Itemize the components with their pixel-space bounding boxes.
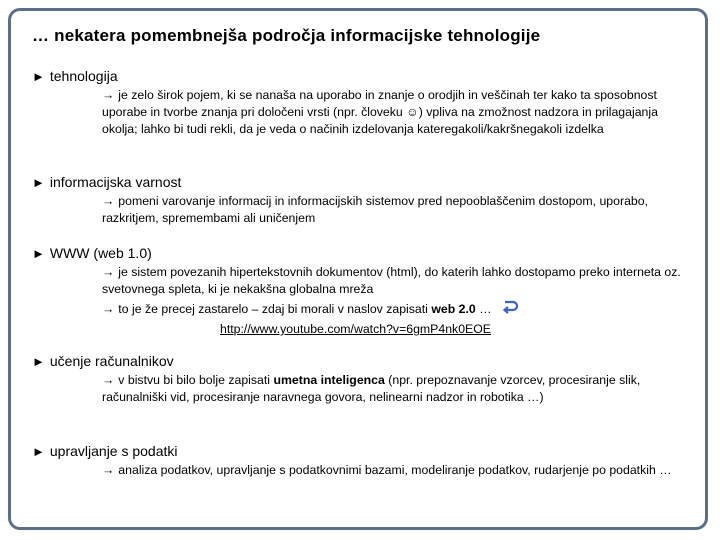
slide-title: … nekatera pomembnejša področja informacijske tehnologije [32, 26, 541, 45]
paragraph-text: pomeni varovanje informacij in informacijskih sistemov pred nepooblaščenim dostopom, uporabo, razkritjem, spremembami ali uničenjem [102, 194, 649, 225]
paragraph-text: v bistvu bi bilo bolje zapisati [118, 373, 271, 387]
bullet-triangle-icon: ► [32, 444, 45, 459]
arrow-right-icon: → [102, 265, 115, 279]
arrow-right-icon: → [102, 373, 115, 387]
section-text-informacijska-varnost [102, 193, 682, 227]
arrow-right-icon: → [102, 88, 115, 102]
paragraph-text: je zelo širok pojem, ki se nanaša na uporabo in znanje o orodjih in veščinah ter kako ta sposobnost uporabe in tvorbe znanja pri določeni vrsti (npr. človeku ☺) vpliva na zmožnost nadzora in prilagajanja okolja; lahko bi tudi rekli, da je veda o načinih izdelovanja kateregakoli/kakršnegakoli izdelka [102, 88, 658, 136]
arrow-right-icon: → [102, 463, 115, 477]
section-text-upravljanje-s-podatki [102, 462, 682, 479]
youtube-link[interactable]: http://www.youtube.com/watch?v=6gmP4nk0EOE [220, 322, 492, 336]
web20-bold-text: web 2.0 [431, 301, 476, 316]
paragraph-text: je sistem povezanih hipertekstovnih dokumentov (html), do katerih lahko dostopamo preko interneta oz. svetovnega spleta, ki je nekakšna globalna mreža [102, 265, 681, 296]
section-heading-ucenje-racunalnikov [32, 353, 174, 369]
section-text-tehnologija [102, 87, 682, 138]
bullet-triangle-icon: ► [32, 175, 45, 190]
paragraph-text: (npr. prepoznavanje vzorcev, procesiranje slik, računalniški vid, procesiranje naravnega govora, nelinearni nadzor in robotika …) [102, 373, 641, 404]
section-heading-www [32, 245, 152, 261]
section-heading-informacijska-varnost [32, 174, 181, 190]
section-text-ucenje-racunalnikov [102, 372, 682, 406]
heading-text: tehnologija [49, 68, 118, 84]
paragraph-text: analiza podatkov, upravljanje s podatkovnimi bazami, modeliranje podatkov, rudarjenje po podatkih … [118, 463, 672, 477]
heading-text: učenje računalnikov [49, 353, 174, 369]
bullet-triangle-icon: ► [32, 246, 45, 261]
section-text-www [102, 264, 682, 338]
arrow-right-icon: → [102, 301, 115, 316]
section-heading-upravljanje-s-podatki [32, 443, 178, 459]
section-heading-tehnologija [32, 68, 118, 84]
ellipsis-text: … [479, 301, 492, 316]
heading-text: informacijska varnost [49, 174, 182, 190]
heading-text: WWW (web 1.0) [49, 245, 152, 261]
arrow-right-icon: → [102, 194, 115, 208]
heading-text: upravljanje s podatki [49, 443, 178, 459]
ai-bold-text: umetna inteligenca [273, 373, 385, 387]
bullet-triangle-icon: ► [32, 69, 45, 84]
paragraph-text: to je že precej zastarelo – zdaj bi morali v naslov zapisati [118, 301, 428, 316]
return-arrow-icon[interactable] [501, 298, 519, 321]
bullet-triangle-icon: ► [32, 354, 45, 369]
